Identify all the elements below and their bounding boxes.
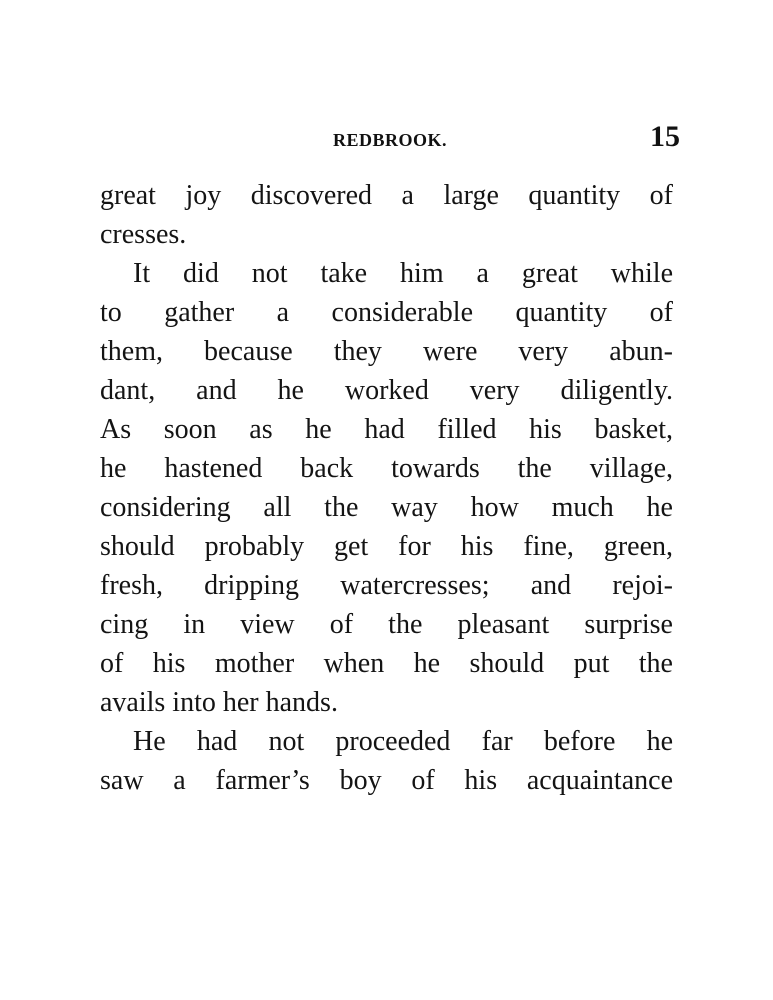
- running-title: REDBROOK.: [332, 130, 447, 150]
- text-line: them, because they were very abun-: [100, 336, 673, 367]
- text-line: avails into her hands.: [100, 687, 338, 718]
- text-line: saw a farmer’s boy of his acquaintance: [100, 765, 673, 796]
- body-text: [100, 176, 673, 800]
- text-line: As soon as he had filled his basket,: [100, 414, 673, 445]
- text-line: should probably get for his fine, green,: [100, 531, 673, 562]
- text-line: It did not take him a great while: [133, 258, 673, 289]
- text-line: fresh, dripping watercresses; and rejoi-: [100, 570, 673, 601]
- text-line: to gather a considerable quantity of: [100, 297, 673, 328]
- text-line: he hastened back towards the village,: [100, 453, 673, 484]
- page-number: 15: [650, 120, 680, 153]
- running-head: [100, 120, 680, 160]
- text-line: of his mother when he should put the: [100, 648, 673, 679]
- text-line: cing in view of the pleasant surprise: [100, 609, 673, 640]
- text-line: He had not proceeded far before he: [133, 726, 673, 757]
- text-line: great joy discovered a large quantity of: [100, 180, 673, 211]
- text-line: cresses.: [100, 219, 187, 250]
- text-line: considering all the way how much he: [100, 492, 673, 523]
- text-line: dant, and he worked very diligently.: [100, 375, 673, 406]
